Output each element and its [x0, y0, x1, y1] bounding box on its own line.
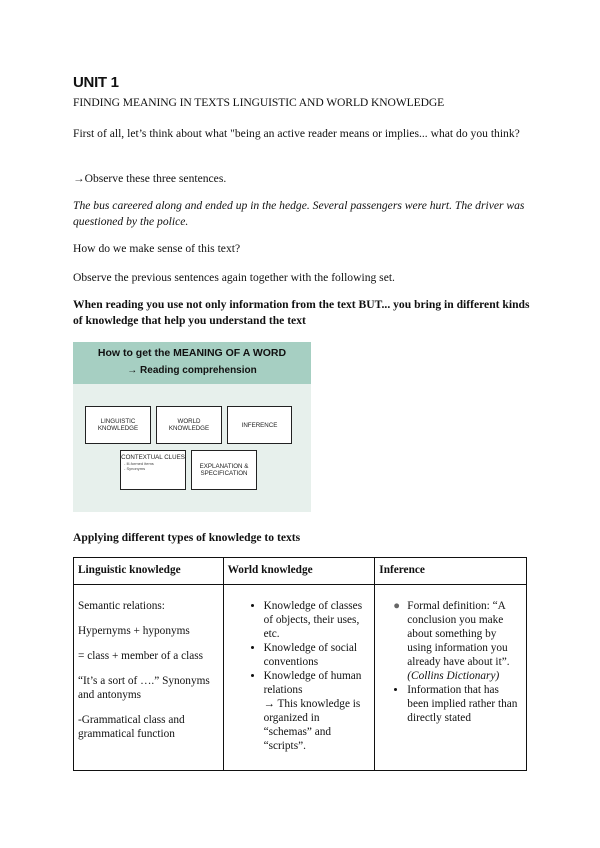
header-inference: Inference — [375, 558, 527, 585]
list-item: • Information that has been implied rather than directly stated — [407, 683, 522, 725]
box-explanation-specification: EXPLANATION & SPECIFICATION — [191, 450, 257, 490]
box-contextual-clues: CONTEXTUAL CLUES - Ill-formed items - Synonyms — [120, 450, 186, 490]
header-linguistic: Linguistic knowledge — [74, 558, 224, 585]
question-paragraph: How do we make sense of this text? — [73, 242, 241, 255]
observe-again-paragraph: Observe the previous sentences again together with the following set. — [73, 271, 395, 284]
knowledge-diagram — [73, 342, 311, 512]
schema-note: → This knowledge is organized in “schemas” and “scripts”. — [263, 698, 361, 752]
table-row — [74, 585, 527, 771]
list-item: ● Formal definition: “A conclusion you make about something by using information you already have about it”.(Collins Dictionary) — [407, 599, 522, 683]
example-sentences: The bus careered along and ended up in the hedge. Several passengers were hurt. The driver was questioned by the police. — [73, 199, 525, 228]
diagram-title: How to get the MEANING OF A WORD — [97, 347, 287, 359]
diagram-subtitle: → Reading comprehension — [127, 365, 257, 376]
list-item: • Knowledge of human relations — [264, 669, 371, 697]
header-world: World knowledge — [223, 558, 375, 585]
observe-instruction: →Observe these three sentences. — [73, 172, 227, 185]
box-inference: INFERENCE — [227, 406, 292, 444]
intro-paragraph: First of all, let’s think about what "being an active reader means or implies... what do you think? — [73, 127, 520, 140]
table-header-row — [74, 558, 527, 585]
list-item: • Knowledge of classes of objects, their uses, etc. — [264, 599, 371, 641]
list-item: • Knowledge of social conventions — [264, 641, 371, 669]
cell-inference — [375, 585, 527, 771]
cell-linguistic: Semantic relations: Hypernyms + hyponyms = class + member of a class “It’s a sort of ….” Synonyms and antonyms -Grammatical class and grammatical function — [74, 585, 224, 771]
unit-title: UNIT 1 — [73, 74, 119, 91]
box-world-knowledge: WORLD KNOWLEDGE — [156, 406, 222, 444]
box-linguistic-knowledge: LINGUISTIC KNOWLEDGE — [85, 406, 151, 444]
knowledge-table — [73, 557, 527, 771]
cell-world — [223, 585, 375, 771]
table-title: Applying different types of knowledge to texts — [73, 531, 301, 544]
key-statement: When reading you use not only information from the text BUT... you bring in different kinds of knowledge that help you understand the text — [73, 298, 530, 327]
page-subtitle: FINDING MEANING IN TEXTS LINGUISTIC AND WORLD KNOWLEDGE — [73, 96, 445, 109]
